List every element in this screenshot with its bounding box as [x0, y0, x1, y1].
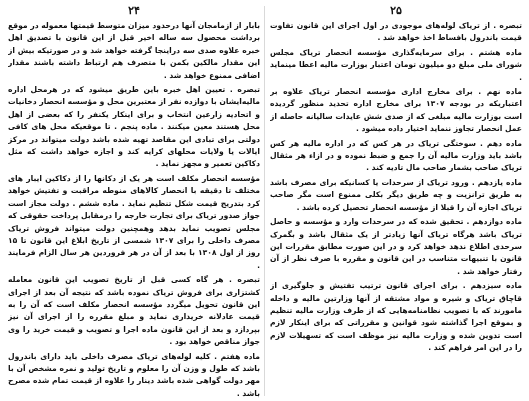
paragraph: مؤسسه انحصار مکلف است هر یک از دکانها را از دکاکین ایبار های مختلف تا دقیقه با انحصار کالاهای منوطه مراقبت و تفتیش خواهد کرد بتدریج قیمت شکل تنظیم نماید . ماده ششم . دولت مجاز است جواز صدور تریاک برای تجارت خارجه را درمقابل پرداخت حقوقی که مجلس تصویب نماید بدهد وهمچنین دولت میتواند فروش تریاک مصرف داخلی را برای ۱۳۰۷ شمسی از تاریخ ابلاغ این قانون تا ۱۵ روز از اول ۱۳۰۸ با بعد از آن در هر فروردین هر سال الزام فرمایند .	[8, 173, 260, 270]
right-page	[270, 0, 522, 401]
page-gutter	[264, 6, 265, 396]
paragraph: ماده سیزدهم . برای اجرای قانون ترتیب تفتیش و جلوگیری از قاچاق تریاک و شیره و مواد مشتقه از آنها وزارتین مالیه و داخله مامورند که با تصویب نظامنامه‌هایی که از طرف وزارت مالیه تنظیم و بموقع اجرا گذاشته شود قوانین و مقرراتی که برای اینکار لازم است تدوین شده و وزارت مالیه نیز موظف است که تسهیلات لازم را در این امر فراهم کند .	[270, 281, 522, 353]
left-page	[8, 0, 260, 401]
paragraph: ماده یازدهم . ورود تریاک از سرحدات یا کسانیکه برای مصرف باشد به طریق ترانزیت و چه طریق دیگر بکلی ممنوع است مگر صاحب تریاک اجازه آن را قبلا از مؤسسه انحصار تحصیل کرده باشد .	[270, 177, 522, 212]
paragraph: ماده دوازدهم . تحقیق شده که در سرحدات وارد و مؤسسه و حاصل تریاک باشد هرگاه تریاک آنها زیادتر از یک مثقال باشد و بگمرک سرحدی اطلاع ندهد خواهد کرد و در این صورت مطابق مقررات این قانون با تنبیهات متناسب در این قانون و مقرره با صرف نظر از آن رفتار خواهد شد .	[270, 217, 522, 276]
paragraph: ماده نهم . برای مخارج اداری مؤسسه انحصار تریاک علاوه بر اعتباریکه در بودجه ۱۳۰۷ برای مخارج اداره تحدید منظور گردیده است بوزارت مالیه مبلغی که از صدی شش عایدات سالیانه حاصله از عمل انحصار تجاوز ننماید اختیار داده میشود .	[270, 87, 522, 134]
paragraph: ماده دهم . سوختگی تریاک در هر کس که در اداره مالیه هر کس باشد باید وزارت مالیه آن را جمع و ضبط نموده و در ازاء هر مثقال تریاک صاحب بشمار صاحب مال تادیه کند .	[270, 138, 522, 173]
paragraph: تبصره . از تریاک لوله‌های موجودی در اول اجرای این قانون تفاوت قیمت باندرول بافساط اخذ خواهد شد .	[270, 21, 522, 43]
page-number: ۲۴	[128, 4, 140, 17]
page-number: ۲۵	[390, 4, 402, 17]
paragraph: بابار از ازمامجان آنها درحدود میزان متوسط قیمتها معموله در موقع برداشت محصول سه ساله اخیر قبل از این قانون با تصدیق اهل خبره علاوه صدی سه دراینجا گرفته خواهد شد و در صورتیکه بیش از این مقدار مالکین بکمن با متصرف هم ارتباط داشته باشند مقدار اضافی ممنوع خواهد شد .	[8, 21, 260, 80]
paragraph: ماده هفتم . کلیه لوله‌های تریاک مصرف داخلی باید دارای باندرول باشد که طول و وزن آن را معلوم و تاریخ تولید و نمره مشخص آن با مهر دولت گواهی شده باشد دینار را علاوه از قیمت تمام شده مصرح باشد .	[8, 351, 260, 398]
paragraph: تبصره . تعیین اهل خبره باین طریق میشود که در هرمحل اداره مالیه‌ایشان با دوازده نفر از معتبرین محل و مؤسسه انحصار دخانیات و اتحادیه زارعین انتخاب و برای اینکار یکنفر را که بعضی از اهل محل هستند معین میکنند . ماده پنجم . تا موقعیکه محل های کافی دولتی برای تبادی این مقاصد تهیه شده باشد دولت میتواند در مرکز ایالات یا ولایات محلهای کرایه کند و اجازه خواهد داشت که مثل دکاکین تعمیر و مجهز نماید .	[8, 85, 260, 169]
paragraph: ماده هشتم . برای سرمایه‌گذاری مؤسسه انحصار تریاک مجلس شورای ملی مبلغ دو میلیون تومان اعتبار بوزارت مالیه اعطا مینماید .	[270, 47, 522, 82]
paragraph: تبصره . هر گاه کسی قبل از تاریخ تصویب این قانون معامله کشتزاری برای فروش تریاک نموده باشد که نتیجه آن بعد از اجرای این قانون تحویل میگردد مؤسسه انحصار مکلف است که آن را به قیمت عادلانه خریداری نماید و مبلغ مقرره را از اجرای آن نیز بپردازد و بعد از این قانون ماده اجرا و تصویب و قیمت خرید را وی جواز مناقص خواهد بود .	[8, 275, 260, 347]
